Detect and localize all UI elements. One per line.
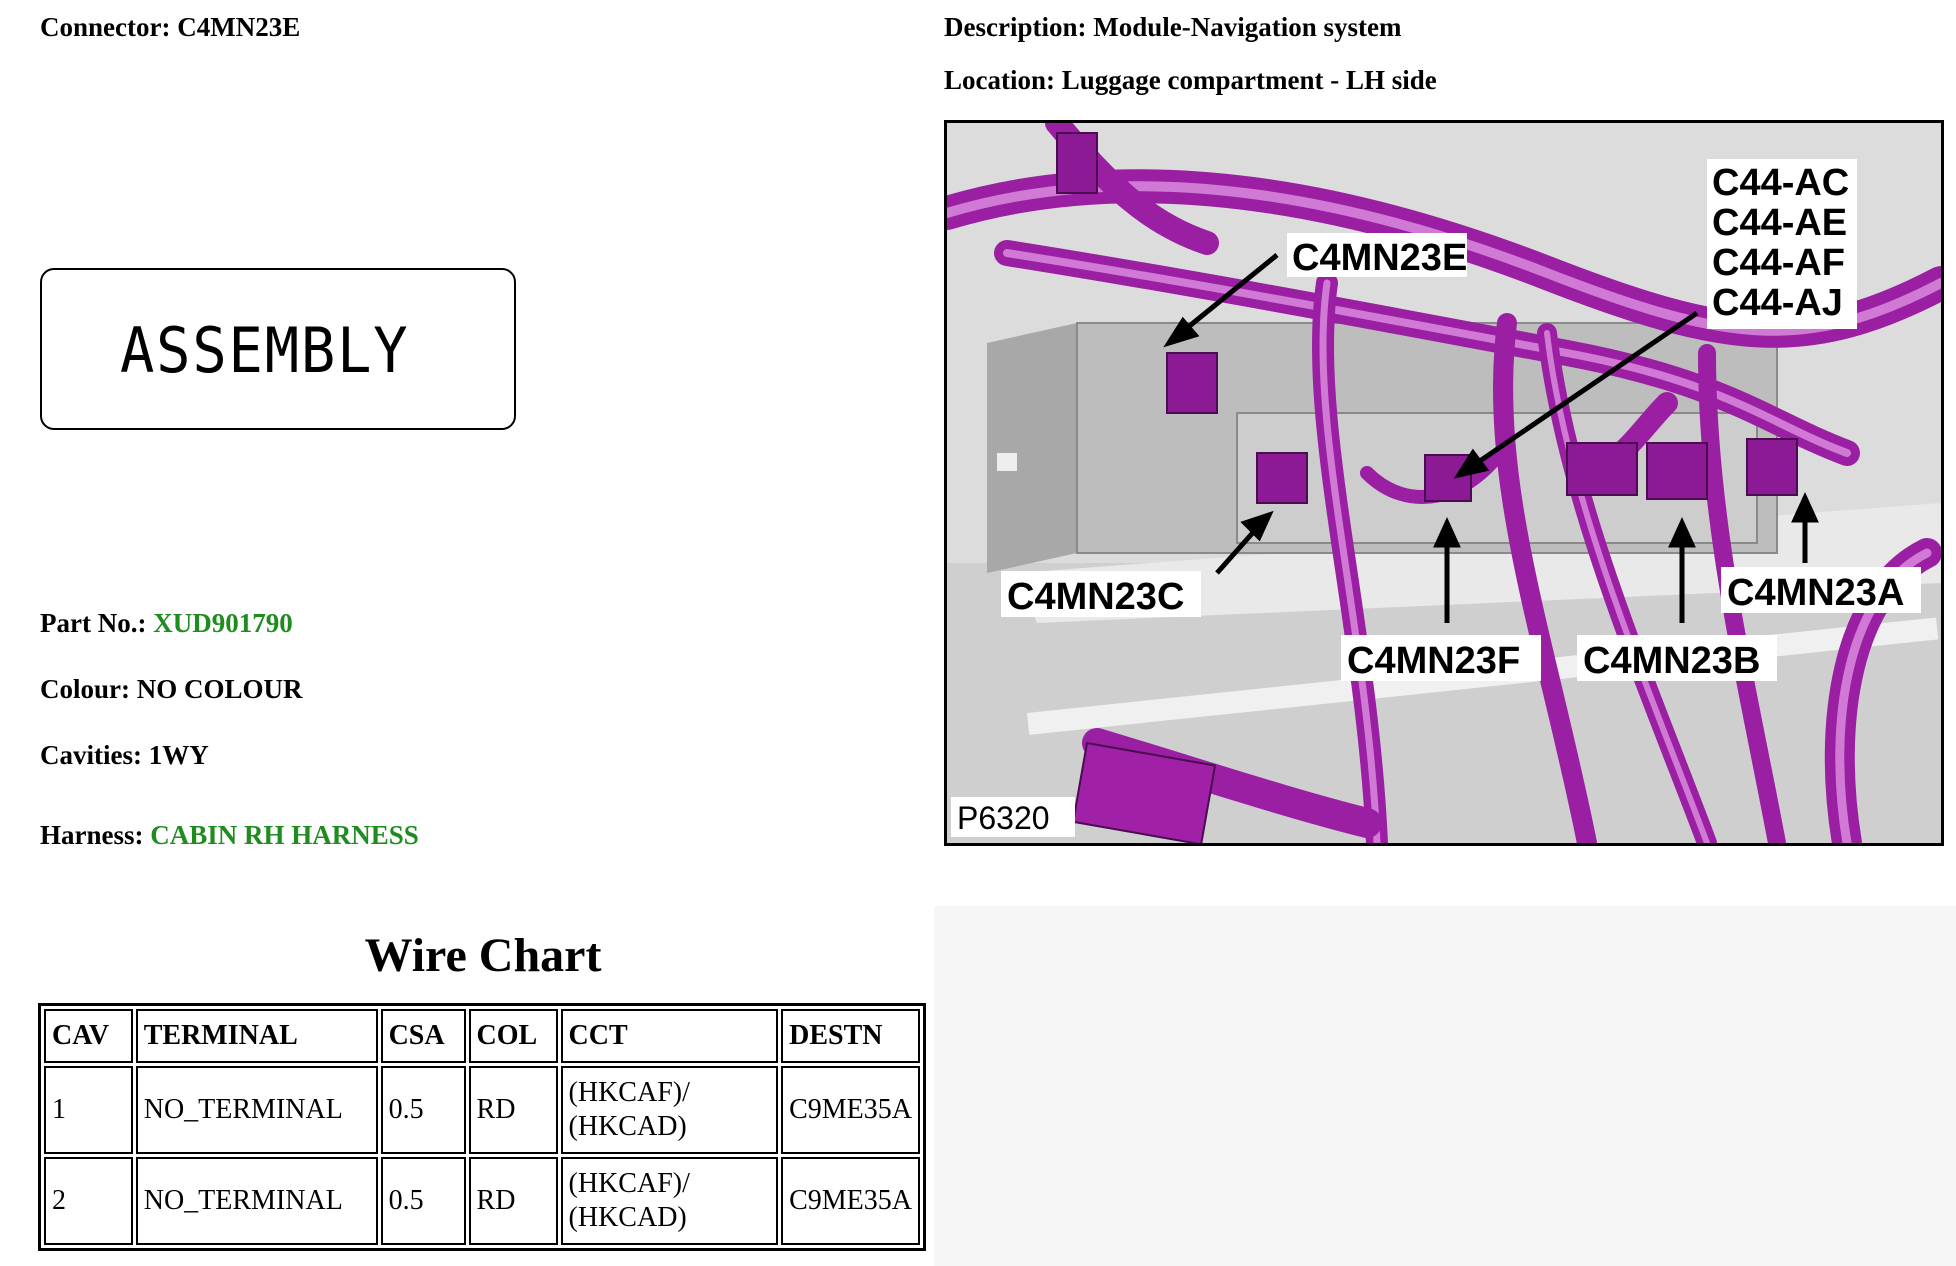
callout-c44-aj: C44-AJ (1712, 282, 1843, 324)
cavities-label: Cavities: (40, 740, 142, 770)
callout-c4mn23f: C4MN23F (1347, 640, 1521, 682)
colour-label: Colour: (40, 674, 130, 704)
callout-c44-af: C44-AF (1712, 242, 1846, 284)
module-nut (997, 453, 1017, 471)
colour-line (40, 674, 303, 705)
cct-line-2: (HKCAD) (568, 1202, 687, 1233)
header-col: COL (469, 1009, 558, 1063)
header-csa: CSA (381, 1009, 466, 1063)
cavities-line (40, 740, 209, 771)
callout-c44-ac: C44-AC (1712, 162, 1850, 204)
callout-c4mn23c: C4MN23C (1007, 576, 1185, 618)
description-line (944, 12, 1401, 43)
cct-line-1: (HKCAF)/ (568, 1077, 690, 1109)
part-no-line (40, 608, 293, 639)
location-line (944, 65, 1437, 96)
colour-value: NO COLOUR (136, 674, 303, 704)
description-value: Module-Navigation system (1093, 12, 1402, 42)
cell-cav: 2 (44, 1157, 133, 1245)
connector-line (40, 12, 300, 43)
callout-c4mn23e: C4MN23E (1292, 237, 1468, 279)
part-no-label: Part No.: (40, 608, 147, 638)
table-row (44, 1066, 920, 1154)
location-value: Luggage compartment - LH side (1061, 65, 1437, 95)
cell-col: RD (469, 1066, 558, 1154)
module-side (987, 323, 1077, 573)
connector-label: Connector: (40, 12, 171, 42)
cell-terminal: NO_TERMINAL (136, 1157, 378, 1245)
cell-terminal: NO_TERMINAL (136, 1066, 378, 1154)
assembly-text: ASSEMBLY (120, 314, 410, 387)
header-cav: CAV (44, 1009, 133, 1063)
cell-destn: C9ME35A (781, 1066, 920, 1154)
header-destn: DESTN (781, 1009, 920, 1063)
cell-destn: C9ME35A (781, 1157, 920, 1245)
cell-csa: 0.5 (381, 1066, 466, 1154)
header-cct: CCT (561, 1009, 779, 1063)
table-header-row (44, 1009, 920, 1063)
header-terminal: TERMINAL (136, 1009, 378, 1063)
harness-line (40, 820, 419, 851)
table-row (44, 1157, 920, 1245)
cct-line-1: (HKCAF)/ (568, 1168, 690, 1200)
callout-c4mn23b: C4MN23B (1583, 640, 1761, 682)
cell-cav: 1 (44, 1066, 133, 1154)
location-label: Location: (944, 65, 1055, 95)
cavities-value: 1WY (148, 740, 209, 770)
part-no-link[interactable]: XUD901790 (153, 608, 293, 638)
wire-chart-title: Wire Chart (364, 929, 602, 982)
harness-label: Harness: (40, 820, 144, 850)
cell-col: RD (469, 1157, 558, 1245)
wire-chart-table (38, 1003, 926, 1251)
cell-csa: 0.5 (381, 1157, 466, 1245)
callout-c4mn23a: C4MN23A (1727, 572, 1905, 614)
cct-line-2: (HKCAD) (568, 1111, 687, 1142)
description-label: Description: (944, 12, 1087, 42)
figure-id: P6320 (957, 800, 1050, 836)
assembly-image (40, 268, 516, 430)
location-photo (944, 120, 1944, 846)
connector-value: C4MN23E (177, 12, 301, 42)
cell-cct (561, 1157, 779, 1245)
callout-c44-ae: C44-AE (1712, 202, 1848, 244)
harness-link[interactable]: CABIN RH HARNESS (150, 820, 419, 850)
location-photo-svg (947, 123, 1941, 843)
cell-cct (561, 1066, 779, 1154)
blank-panel (934, 906, 1956, 1266)
